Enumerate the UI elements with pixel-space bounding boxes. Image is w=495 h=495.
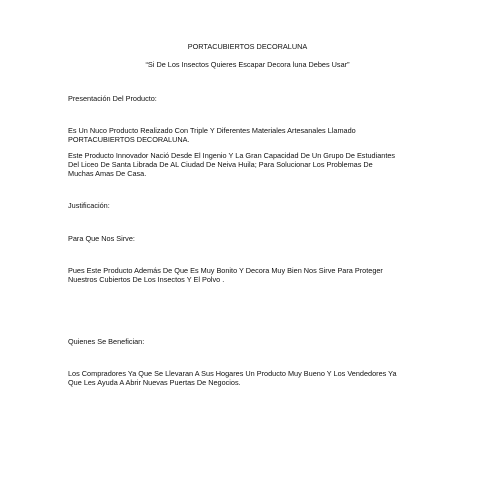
beneficiaries-line-1: Los Compradores Ya Que Se Llevaran A Sus Hogares Un Producto Muy Bueno Y Los Vendedores Ya [68, 369, 397, 378]
presentation-paragraph-2-line-2: Del Liceo De Santa Librada De AL Ciudad De Neiva Huila; Para Solucionar Los Problemas De [68, 160, 373, 169]
presentation-paragraph-1-line-1: Es Un Nuco Producto Realizado Con Triple Y Diferentes Materiales Artesanales Llamado [68, 126, 356, 135]
document-title: PORTACUBIERTOS DECORALUNA [187, 42, 308, 51]
presentation-heading: Presentación Del Producto: [68, 94, 157, 103]
slogan: “Si De Los Insectos Quieres Escapar Decora luna Debes Usar” [145, 60, 350, 69]
purpose-line-2: Nuestros Cubiertos De Los Insectos Y El Polvo . [68, 275, 225, 284]
beneficiaries-heading: Quienes Se Benefician: [68, 337, 145, 346]
purpose-heading: Para Que Nos Sirve: [68, 234, 135, 243]
beneficiaries-line-2: Que Les Ayuda A Abrir Nuevas Puertas De Negocios. [68, 378, 241, 387]
purpose-line-1: Pues Este Producto Además De Que Es Muy Bonito Y Decora Muy Bien Nos Sirve Para Proteger [68, 266, 383, 275]
justification-heading: Justificación: [68, 201, 110, 210]
presentation-paragraph-2-line-1: Este Producto Innovador Nació Desde El Ingenio Y La Gran Capacidad De Un Grupo De Estudiantes [68, 151, 396, 160]
presentation-paragraph-2-line-3: Muchas Amas De Casa. [68, 169, 147, 178]
presentation-paragraph-1-line-2: PORTACUBIERTOS DECORALUNA. [68, 135, 190, 144]
